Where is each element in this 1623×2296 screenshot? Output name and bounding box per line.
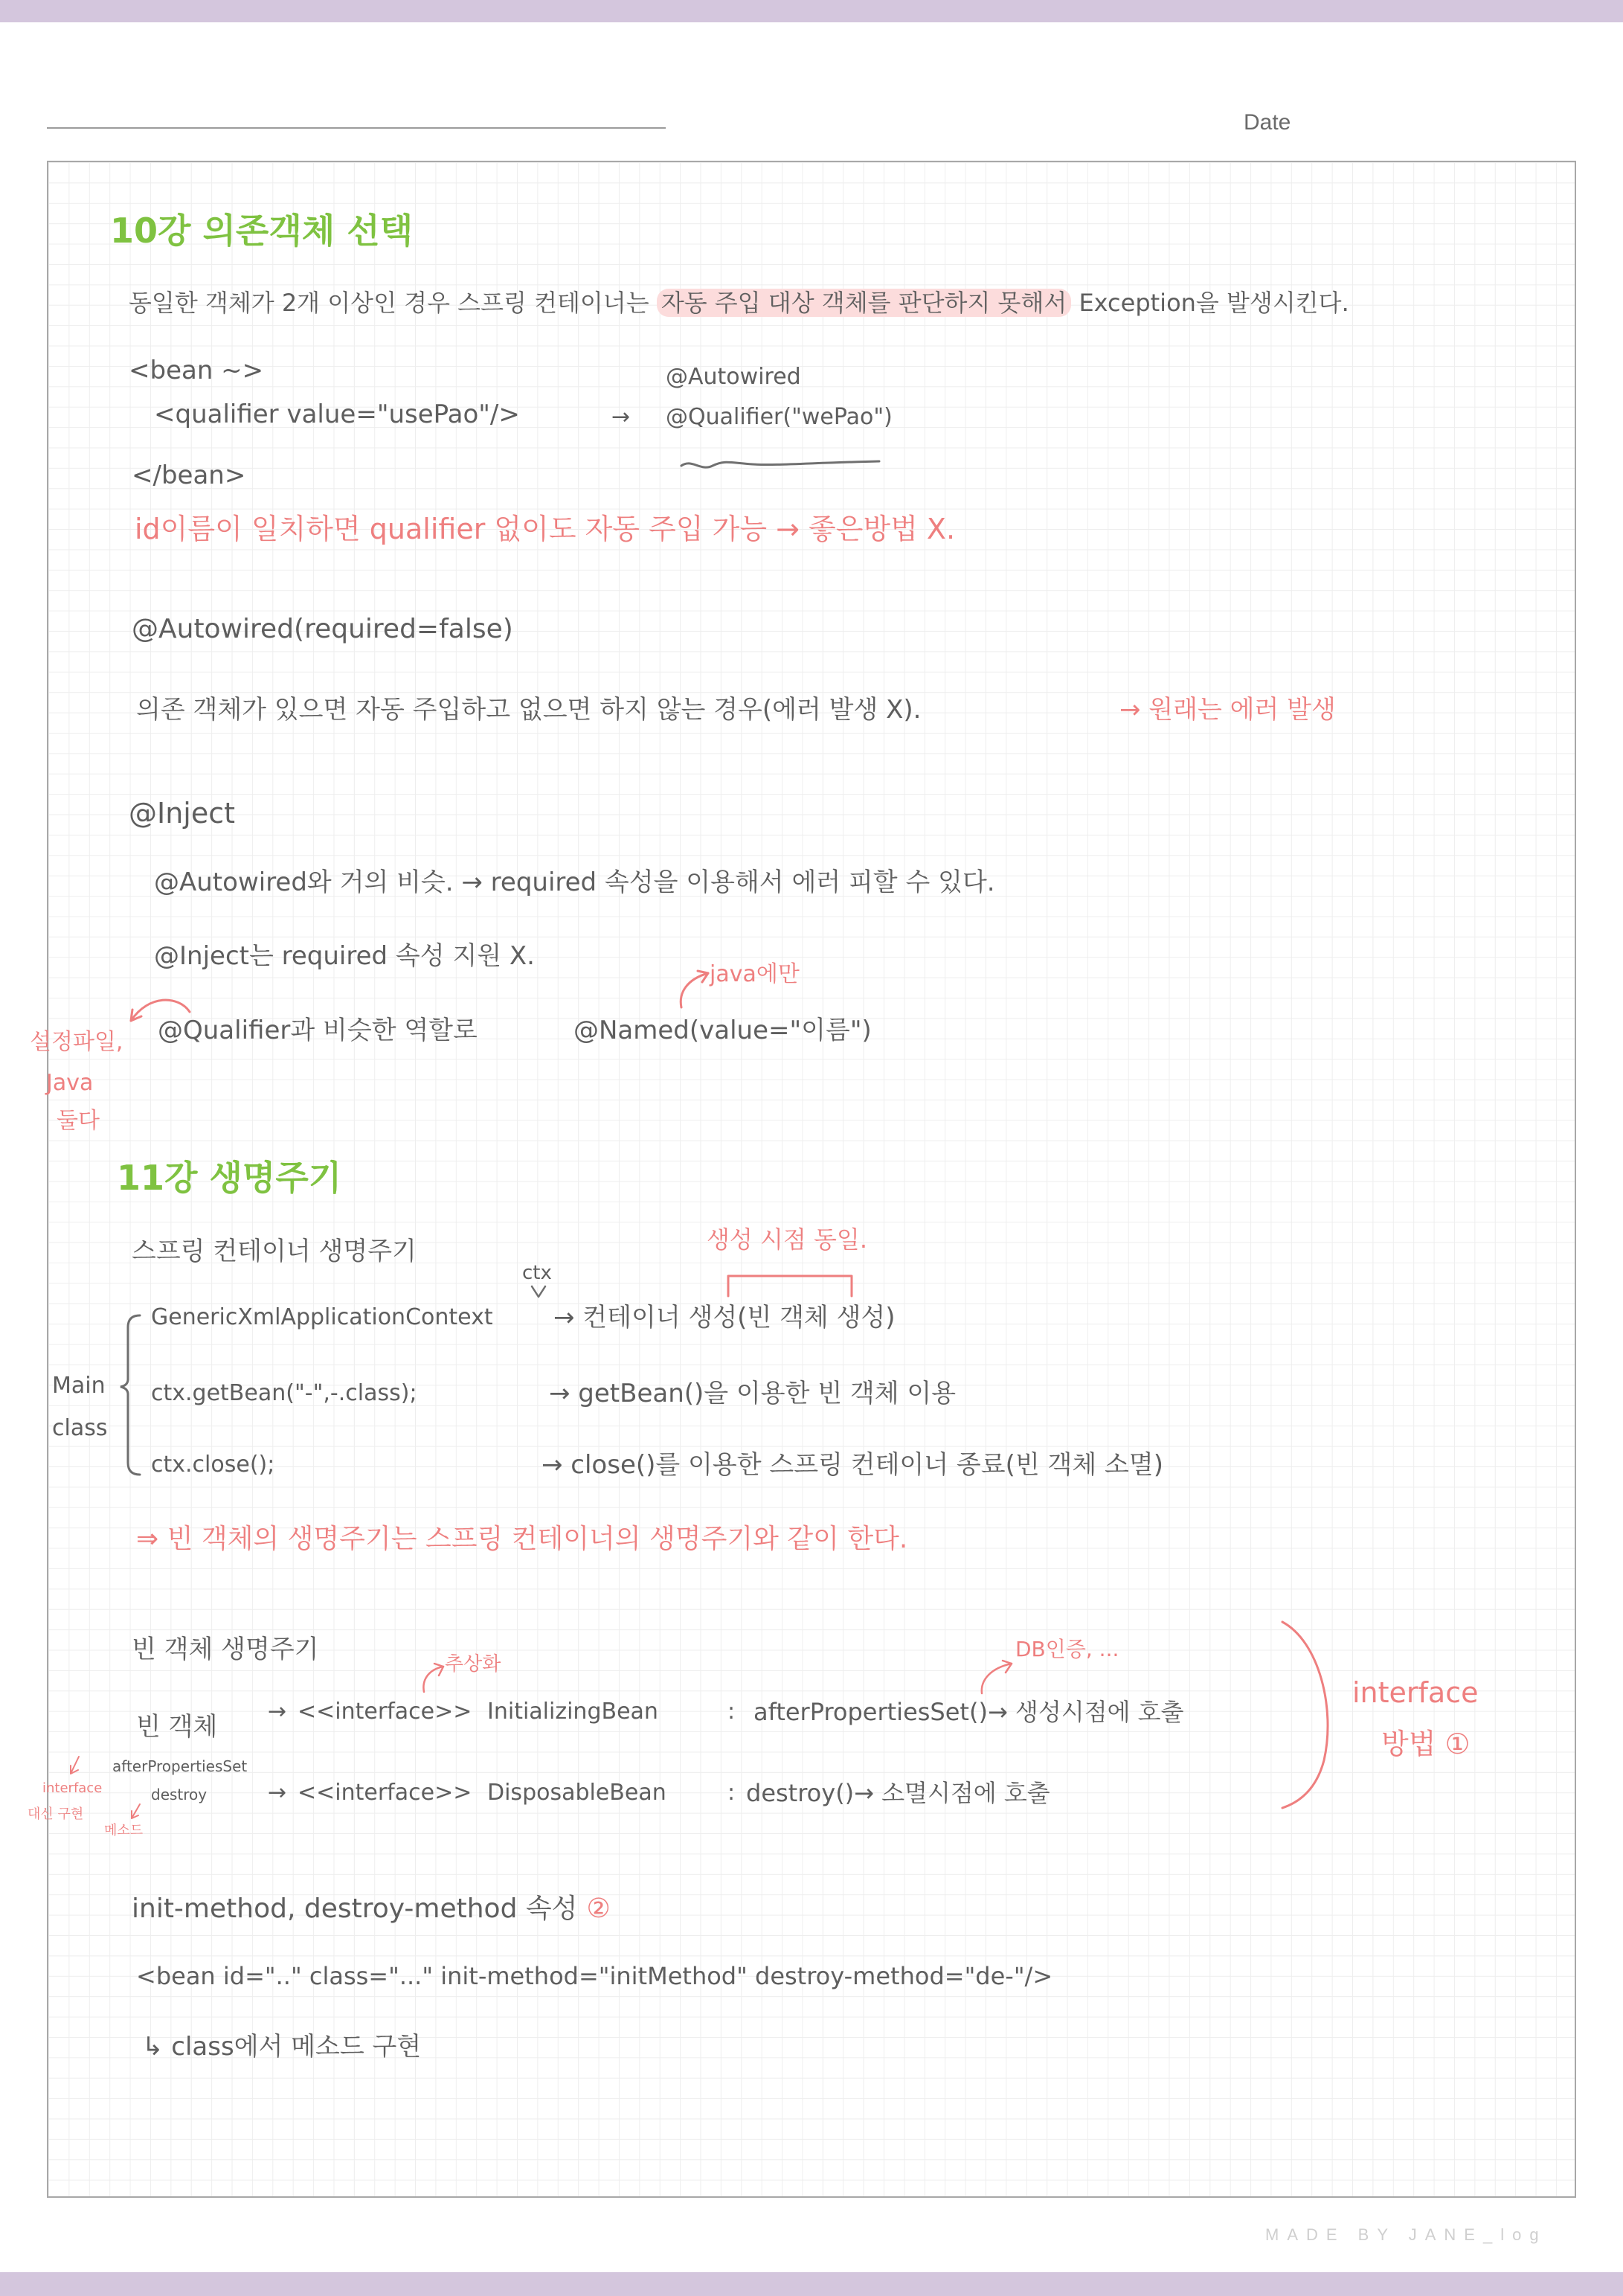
- qualifier-annotation: @Qualifier("wePao"): [666, 404, 893, 430]
- init-destroy-note: ↳ class에서 메소드 구현: [142, 2032, 422, 2062]
- required-false-desc: 의존 객체가 있으면 자동 주입하고 없으면 하지 않는 경우(에러 발생 X).: [136, 695, 922, 725]
- required-false-code: @Autowired(required=false): [132, 614, 513, 644]
- step-code: ctx.getBean("-",-.class);: [151, 1380, 417, 1406]
- xml-qualifier-tag: <qualifier value="usePao"/>: [154, 400, 520, 429]
- interface-stereotype: <<interface>>: [298, 1780, 472, 1806]
- db-auth-note: DB인증, ...: [1015, 1637, 1119, 1661]
- method-one-label: 방법 ①: [1381, 1728, 1471, 1760]
- interface-separator: :: [727, 1780, 736, 1806]
- abstraction-note: 추상화: [445, 1653, 501, 1675]
- required-false-note: → 원래는 에러 발생: [1119, 695, 1336, 725]
- lifecycle-conclusion: ⇒ 빈 객체의 생명주기는 스프링 컨테이너의 생명주기와 같이 한다.: [136, 1524, 908, 1554]
- named-annotation: @Named(value="이름"): [573, 1016, 872, 1045]
- step-desc: → close()를 이용한 스프링 컨테이너 종료(빈 객체 소멸): [541, 1450, 1163, 1480]
- init-destroy-heading: [132, 1893, 611, 1925]
- method-one-label: interface: [1352, 1676, 1479, 1709]
- inject-point: @Inject는 required 속성 지원 X.: [154, 941, 535, 971]
- step-desc: → getBean()을 이용한 빈 객체 이용: [549, 1379, 957, 1408]
- same-time-note: 생성 시점 동일.: [707, 1225, 867, 1254]
- step-code: GenericXmlApplicationContext: [151, 1304, 493, 1330]
- interface-separator: :: [727, 1699, 736, 1725]
- curly-brace-icon: [119, 1308, 144, 1481]
- intro-text-after: Exception을 발생시킨다.: [1071, 289, 1349, 317]
- impl-note: interface: [42, 1780, 103, 1796]
- id-match-note: id이름이 일치하면 qualifier 없이도 자동 주입 가능 → 좋은방법 X.: [135, 513, 956, 545]
- lecture10-intro: [129, 289, 1349, 317]
- method-label: 메소드: [104, 1823, 144, 1838]
- title-underline: [47, 127, 666, 129]
- curved-arrow-icon: [418, 1659, 448, 1695]
- side-label: class: [52, 1415, 108, 1441]
- bean-label: 빈 객체: [136, 1712, 218, 1742]
- lecture10-title: 10강 의존객체 선택: [110, 211, 414, 251]
- small-arrow-icon: [126, 1802, 144, 1823]
- step-code: ctx.close();: [151, 1452, 275, 1478]
- impl-note: 대신 구현: [28, 1806, 84, 1822]
- ctx-note: ctx: [522, 1262, 552, 1284]
- interface-name: InitializingBean: [487, 1699, 658, 1725]
- java-only-note: java에만: [710, 961, 800, 987]
- inject-point: @Autowired와 거의 비슷. → required 속성을 이용해서 에러 피할 수 있다.: [154, 868, 995, 897]
- curved-arrow-icon: [671, 964, 716, 1010]
- interface-arrow: →: [268, 1780, 287, 1806]
- autowired-annotation: @Autowired: [666, 364, 801, 390]
- date-label: Date: [1244, 110, 1291, 135]
- interface-stereotype: <<interface>>: [298, 1699, 472, 1725]
- bottom-color-band: [0, 2272, 1623, 2296]
- step-desc: → 컨테이너 생성(빈 객체 생성): [553, 1303, 896, 1333]
- interface-name: DisposableBean: [487, 1780, 666, 1806]
- method-note: destroy: [151, 1786, 208, 1803]
- small-arrow-icon: [65, 1754, 83, 1778]
- margin-note: Java: [46, 1070, 94, 1096]
- inject-heading: @Inject: [129, 797, 236, 830]
- method-two-number: ②: [586, 1893, 611, 1924]
- intro-text-before: 동일한 객체가 2개 이상인 경우 스프링 컨테이너는: [129, 289, 657, 317]
- xml-bean-open: <bean ~>: [129, 356, 264, 385]
- init-destroy-example: <bean id=".." class="..." init-method="initMethod" destroy-method="de-"/>: [136, 1962, 1053, 1990]
- intro-highlight: 자동 주입 대상 객체를 판단하지 못해서: [657, 289, 1071, 317]
- closing-bracket-icon: [1278, 1619, 1337, 1811]
- interface-arrow: →: [268, 1699, 287, 1725]
- qualifier-similar-line: @Qualifier과 비슷한 역할로: [158, 1016, 478, 1045]
- footer-credit: MADE BY JANE_log: [1265, 2225, 1547, 2244]
- bean-lifecycle-heading: 빈 객체 생명주기: [132, 1635, 319, 1664]
- right-arrow: →: [611, 404, 631, 430]
- curved-arrow-icon: [974, 1655, 1018, 1696]
- curved-arrow-icon: [119, 990, 193, 1030]
- init-destroy-heading-text: init-method, destroy-method 속성: [132, 1893, 578, 1924]
- interface-callback: destroy()→ 소멸시점에 호출: [746, 1779, 1050, 1807]
- squiggle-underline-icon: [678, 454, 883, 476]
- method-note: afterPropertiesSet: [112, 1757, 248, 1775]
- lecture11-title: 11강 생명주기: [117, 1158, 342, 1198]
- margin-note: 둘다: [57, 1108, 100, 1134]
- insert-caret-icon: [530, 1284, 547, 1299]
- side-label: Main: [52, 1373, 106, 1399]
- margin-note: 설정파일,: [30, 1029, 123, 1055]
- xml-bean-close: </bean>: [132, 461, 246, 490]
- top-color-band: [0, 0, 1623, 22]
- bracket-icon: [725, 1272, 855, 1298]
- container-lifecycle-heading: 스프링 컨테이너 생명주기: [132, 1237, 417, 1266]
- interface-callback: afterPropertiesSet()→ 생성시점에 호출: [753, 1698, 1184, 1726]
